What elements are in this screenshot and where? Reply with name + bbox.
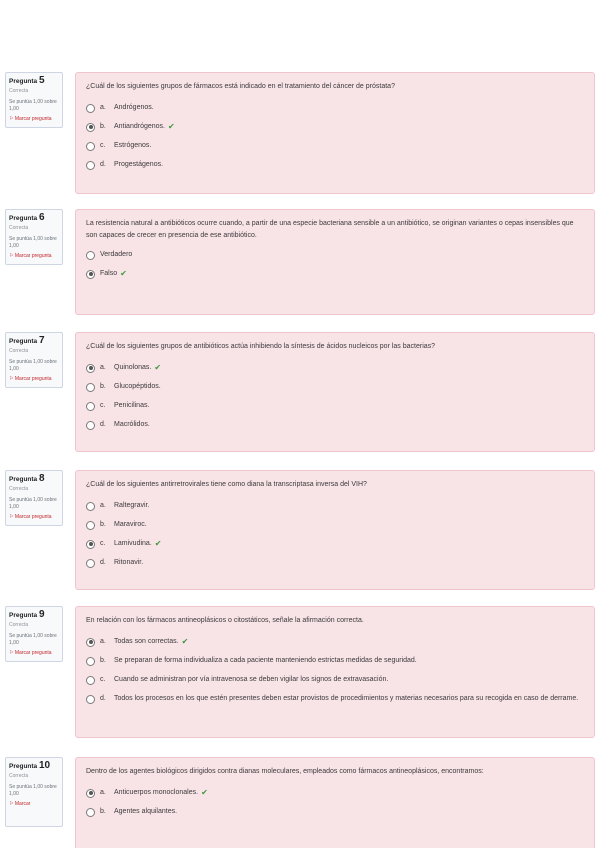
question-state: Correcta bbox=[9, 622, 29, 628]
question-text: Dentro de los agentes biológicos dirigidos contra dianas moleculares, empleados como fármacos antineoplásicos, encontramos: bbox=[86, 768, 484, 775]
check-icon: ✔ bbox=[201, 788, 208, 797]
question-text: La resistencia natural a antibióticos ocurre cuando, a partir de una especie bacteriana sensible a un antibiótico, se originan variantes o cepas insensibles que son capaces de crecer en presencia de ese antibiótico. bbox=[86, 220, 574, 239]
question-grade: Se puntúa 1,00 sobre 1,00 bbox=[9, 633, 57, 646]
radio-button[interactable] bbox=[86, 270, 95, 279]
flag-icon: ⚐ bbox=[9, 376, 14, 382]
flag-question-link[interactable]: ⚐ Marcar bbox=[9, 801, 31, 807]
check-icon: ✔ bbox=[154, 539, 162, 548]
answer-option[interactable]: b. Glucopéptidos. bbox=[86, 382, 584, 392]
check-icon: ✔ bbox=[154, 363, 162, 372]
question-info bbox=[5, 209, 63, 265]
question-content bbox=[75, 209, 595, 315]
flag-question-link[interactable]: ⚐ Marcar pregunta bbox=[9, 253, 52, 259]
radio-button[interactable] bbox=[86, 161, 95, 170]
flag-icon: ⚐ bbox=[9, 253, 14, 259]
radio-button[interactable] bbox=[86, 142, 95, 151]
answer-option[interactable]: a. Andrógenos. bbox=[86, 103, 584, 113]
flag-question-link[interactable]: ⚐ Marcar pregunta bbox=[9, 376, 52, 382]
question-content bbox=[75, 332, 595, 452]
question-state: Correcta bbox=[9, 225, 29, 231]
question-content bbox=[75, 606, 595, 738]
question-number: Pregunta 10 bbox=[9, 760, 51, 771]
question-state: Correcta bbox=[9, 486, 29, 492]
check-icon: ✔ bbox=[181, 637, 189, 646]
question-number: Pregunta 8 bbox=[9, 473, 45, 484]
radio-button[interactable] bbox=[86, 638, 95, 647]
question-text: En relación con los fármacos antineoplásicos o citostáticos, señale la afirmación correcta. bbox=[86, 617, 364, 624]
radio-button[interactable] bbox=[86, 789, 95, 798]
answer-list bbox=[86, 788, 584, 817]
radio-button[interactable] bbox=[86, 383, 95, 392]
answer-option[interactable]: b. Antiandrógenos. ✔ bbox=[86, 122, 584, 132]
question-grade: Se puntúa 1,00 sobre 1,00 bbox=[9, 784, 57, 797]
flag-question-link[interactable]: ⚐ Marcar pregunta bbox=[9, 514, 52, 520]
question-grade: Se puntúa 1,00 sobre 1,00 bbox=[9, 497, 57, 510]
flag-icon: ⚐ bbox=[9, 650, 14, 656]
radio-button[interactable] bbox=[86, 421, 95, 430]
question-content bbox=[75, 72, 595, 194]
radio-button[interactable] bbox=[86, 695, 95, 704]
flag-icon: ⚐ bbox=[9, 801, 14, 807]
answer-option[interactable]: a. Todas son correctas. ✔ bbox=[86, 637, 584, 647]
answer-option[interactable]: d. Ritonavir. bbox=[86, 558, 584, 568]
question-number: Pregunta 9 bbox=[9, 609, 45, 620]
answer-option[interactable]: a. Anticuerpos monoclonales. ✔ bbox=[86, 788, 584, 798]
answer-option[interactable]: Falso ✔ bbox=[86, 269, 584, 279]
question-content bbox=[75, 470, 595, 590]
flag-icon: ⚐ bbox=[9, 116, 14, 122]
answer-list bbox=[86, 250, 584, 279]
answer-list bbox=[86, 363, 584, 430]
radio-button[interactable] bbox=[86, 502, 95, 511]
radio-button[interactable] bbox=[86, 104, 95, 113]
answer-option[interactable]: d. Todos los procesos en los que estén presentes deben estar provistos de procedimientos y materias necesarios para su recogida en caso de derrame. bbox=[86, 694, 584, 704]
question-content bbox=[75, 757, 595, 848]
flag-question-link[interactable]: ⚐ Marcar pregunta bbox=[9, 650, 52, 656]
check-icon: ✔ bbox=[120, 269, 127, 278]
radio-button[interactable] bbox=[86, 540, 95, 549]
radio-button[interactable] bbox=[86, 521, 95, 530]
answer-option[interactable]: c. Penicilinas. bbox=[86, 401, 584, 411]
answer-option[interactable]: d. Progestágenos. bbox=[86, 160, 584, 170]
answer-list bbox=[86, 501, 584, 568]
question-info bbox=[5, 606, 63, 662]
answer-option[interactable]: d. Macrólidos. bbox=[86, 420, 584, 430]
question-grade: Se puntúa 1,00 sobre 1,00 bbox=[9, 99, 57, 112]
question-info bbox=[5, 470, 63, 526]
radio-button[interactable] bbox=[86, 402, 95, 411]
answer-option[interactable]: c. Estrógenos. bbox=[86, 141, 584, 151]
flag-question-link[interactable]: ⚐ Marcar pregunta bbox=[9, 116, 52, 122]
answer-option[interactable]: Verdadero bbox=[86, 250, 584, 260]
answer-option[interactable]: b. Maraviroc. bbox=[86, 520, 584, 530]
question-state: Correcta bbox=[9, 88, 29, 94]
question-info bbox=[5, 72, 63, 128]
radio-button[interactable] bbox=[86, 676, 95, 685]
answer-list bbox=[86, 103, 584, 170]
answer-option[interactable]: a. Raltegravir. bbox=[86, 501, 584, 511]
answer-list bbox=[86, 637, 584, 704]
question-state: Correcta bbox=[9, 348, 29, 354]
radio-button[interactable] bbox=[86, 657, 95, 666]
question-state: Correcta bbox=[9, 773, 29, 779]
question-text: ¿Cuál de los siguientes grupos de antibióticos actúa inhibiendo la síntesis de ácidos nucleicos por las bacterias? bbox=[86, 343, 436, 350]
flag-icon: ⚐ bbox=[9, 514, 14, 520]
answer-option[interactable]: c. Cuando se administran por vía intravenosa se deben vigilar los signos de extravasación. bbox=[86, 675, 584, 685]
question-info bbox=[5, 757, 63, 827]
question-grade: Se puntúa 1,00 sobre 1,00 bbox=[9, 359, 57, 372]
radio-button[interactable] bbox=[86, 364, 95, 373]
answer-option[interactable]: b. Se preparan de forma individualiza a cada paciente manteniendo estrictas medidas de seguridad. bbox=[86, 656, 584, 666]
radio-button[interactable] bbox=[86, 808, 95, 817]
question-grade: Se puntúa 1,00 sobre 1,00 bbox=[9, 236, 57, 249]
answer-option[interactable]: a. Quinolonas. ✔ bbox=[86, 363, 584, 373]
question-info bbox=[5, 332, 63, 388]
radio-button[interactable] bbox=[86, 251, 95, 260]
question-text: ¿Cuál de los siguientes antirretrovirales tiene como diana la transcriptasa inversa del VIH? bbox=[86, 481, 367, 488]
question-number: Pregunta 6 bbox=[9, 212, 45, 223]
question-text: ¿Cuál de los siguientes grupos de fármacos está indicado en el tratamiento del cáncer de próstata? bbox=[86, 83, 395, 90]
answer-option[interactable]: b. Agentes alquilantes. bbox=[86, 807, 584, 817]
question-number: Pregunta 7 bbox=[9, 335, 45, 346]
question-number: Pregunta 5 bbox=[9, 75, 45, 86]
check-icon: ✔ bbox=[167, 122, 175, 131]
radio-button[interactable] bbox=[86, 123, 95, 132]
radio-button[interactable] bbox=[86, 559, 95, 568]
answer-option[interactable]: c. Lamivudina. ✔ bbox=[86, 539, 584, 549]
